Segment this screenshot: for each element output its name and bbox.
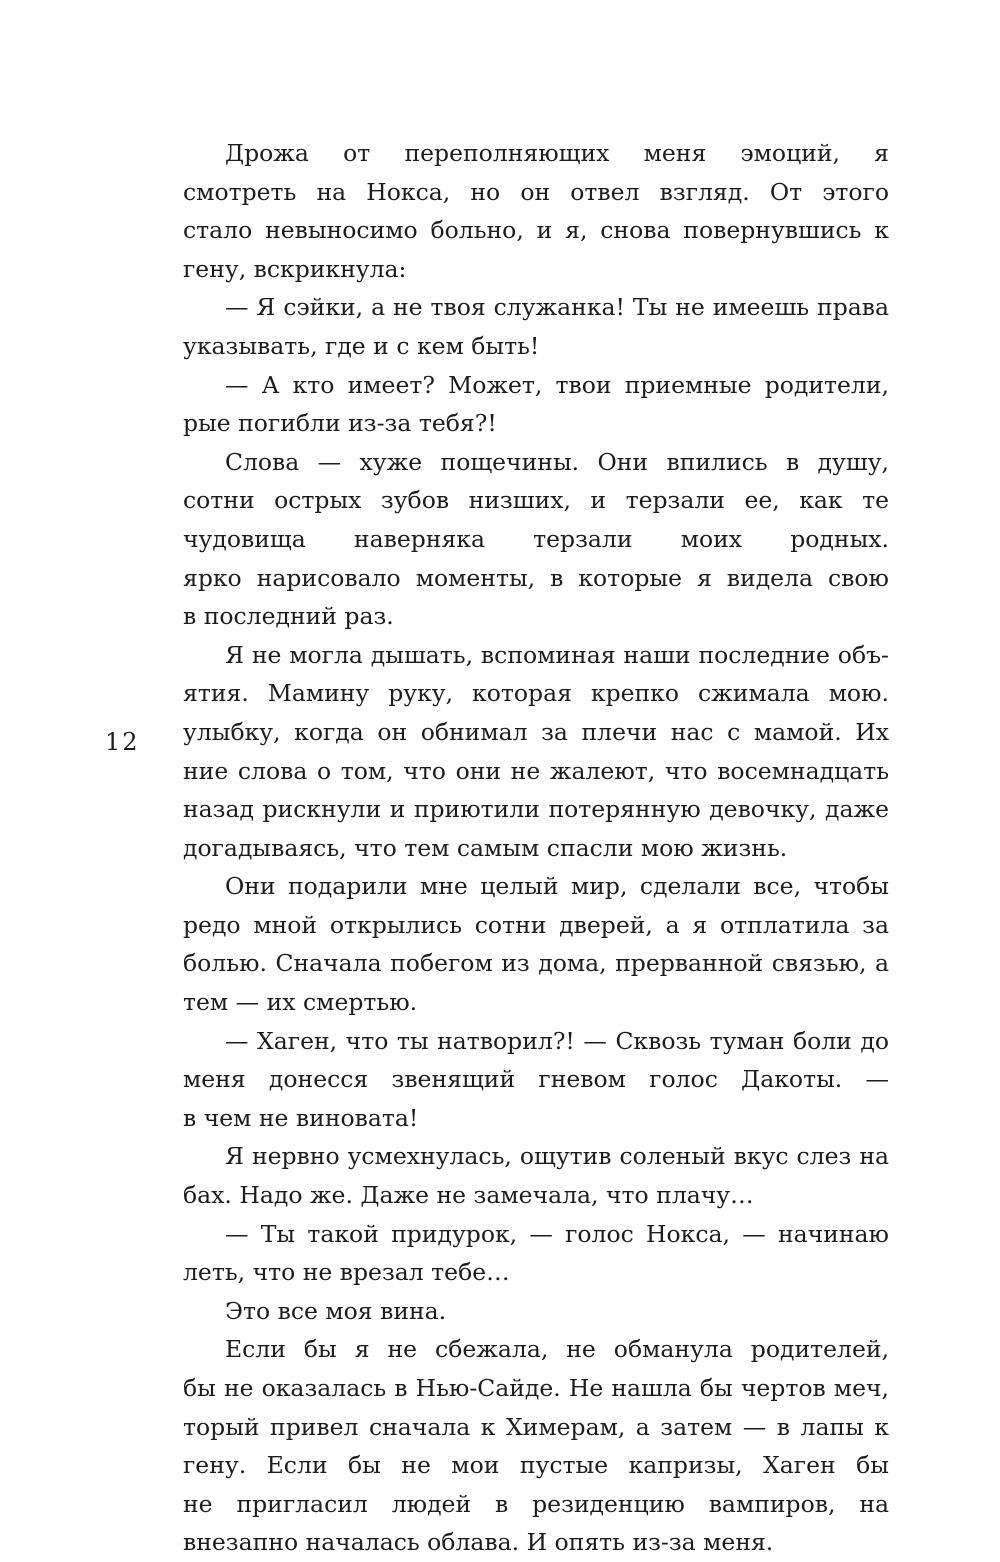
- text-line: тем — их смертью.: [183, 988, 418, 1017]
- text-line: Это все моя вина.: [225, 1296, 447, 1325]
- text-line: назад рискнули и приютили потерянную девочку, даже: [183, 795, 889, 824]
- text-line: чудовища наверняка терзали моих родных.: [183, 524, 889, 553]
- text-line: меня донесся звенящий гневом голос Дакоты. —: [183, 1065, 889, 1094]
- text-line: рые погибли из-за тебя?!: [183, 409, 497, 438]
- text-line: догадываясь, что тем самым спасли мою жизнь.: [183, 833, 788, 862]
- text-line: ние слова о том, что они не жалеют, что восемнадцать: [183, 756, 889, 785]
- text-line: стало невыносимо больно, и я, снова повернувшись к: [183, 216, 889, 245]
- text-line: — Я сэйки, а не твоя служанка! Ты не имеешь права: [225, 293, 889, 322]
- text-line: Они подарили мне целый мир, сделали все, чтобы: [225, 872, 889, 901]
- text-line: внезапно началась облава. И опять из-за меня.: [183, 1528, 774, 1557]
- text-line: — Ты такой придурок, — голос Нокса, — начинаю: [225, 1219, 889, 1248]
- body-text: [183, 134, 889, 1562]
- text-line: Слова — хуже пощечины. Они впились в душу,: [225, 447, 889, 476]
- text-line: — Хаген, что ты натворил?! — Сквозь туман боли до: [225, 1026, 889, 1055]
- text-line: указывать, где и с кем быть!: [183, 331, 540, 360]
- text-line: улыбку, когда он обнимал за плечи нас с мамой. Их: [183, 717, 889, 746]
- text-line: в чем не виновата!: [183, 1103, 419, 1132]
- text-line: Я не могла дышать, вспоминая наши последние объ-: [225, 640, 889, 669]
- text-line: Я нервно усмехнулась, ощутив соленый вкус слез на: [225, 1142, 889, 1171]
- text-line: ярко нарисовало моменты, в которые я видела свою: [183, 563, 889, 592]
- text-line: леть, что не врезал тебе…: [183, 1258, 510, 1287]
- text-line: Дрожа от переполняющих меня эмоций, я: [225, 139, 889, 167]
- text-line: ятия. Мамину руку, которая крепко сжимала мою.: [183, 679, 889, 708]
- text-line: бы не оказалась в Нью-Сайде. Не нашла бы чертов меч,: [183, 1374, 889, 1402]
- text-line: гену. Если бы не мои пустые капризы, Хаген бы: [183, 1451, 889, 1480]
- text-line: бах. Надо же. Даже не замечала, что плачу…: [183, 1181, 754, 1210]
- text-line: болью. Сначала побегом из дома, прерванной связью, а: [183, 949, 889, 978]
- text-line: Если бы я не сбежала, не обманула родителей,: [225, 1335, 889, 1364]
- page-number: 12: [105, 728, 140, 756]
- text-line: смотреть на Нокса, но он отвел взгляд. От этого: [183, 177, 889, 206]
- text-line: сотни острых зубов низших, и терзали ее, как те: [183, 486, 889, 515]
- text-line: в последний раз.: [183, 602, 394, 631]
- text-line: торый привел сначала к Химерам, а затем — в лапы к: [183, 1412, 889, 1441]
- text-line: гену, вскрикнула:: [183, 254, 407, 283]
- text-line: — А кто имеет? Может, твои приемные родители,: [225, 370, 889, 399]
- text-line: не пригласил людей в резиденцию вампиров, на: [183, 1489, 889, 1518]
- text-line: редо мной открылись сотни дверей, а я отплатила за: [183, 910, 889, 939]
